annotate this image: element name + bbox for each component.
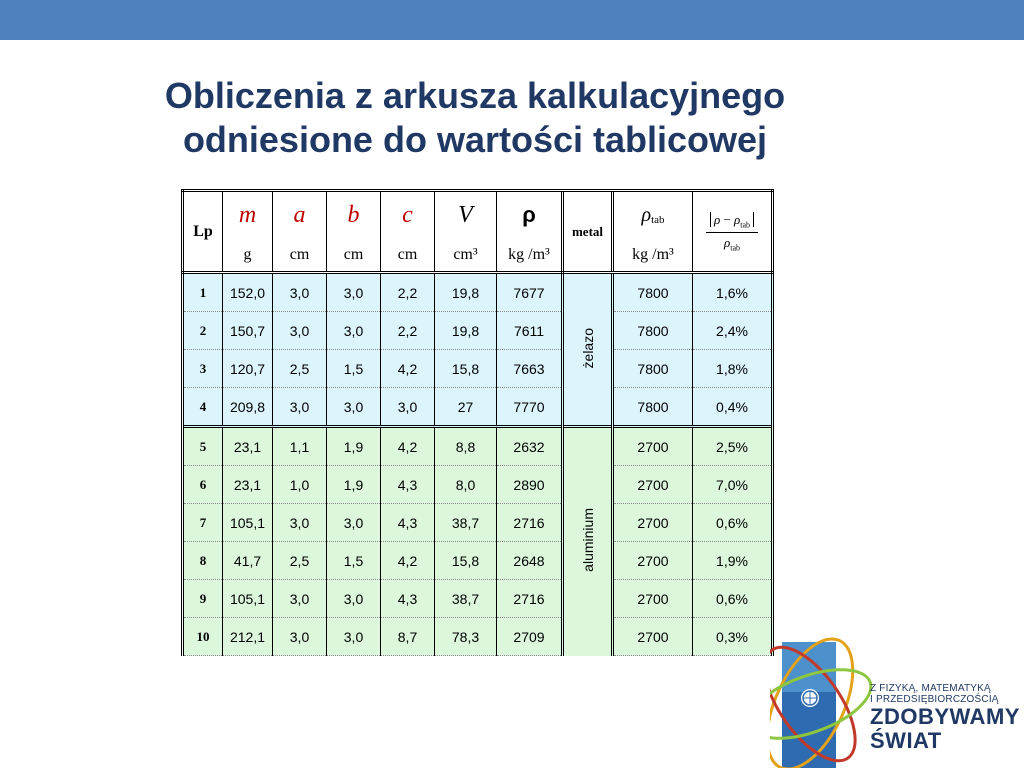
top-bar xyxy=(0,0,1024,40)
cell-rel: 1,8% xyxy=(693,350,773,388)
cell-rel: 2,4% xyxy=(693,312,773,350)
cell-m: 152,0 xyxy=(223,273,273,312)
logo-line-2: I PRZEDSIĘBIORCZOŚCIĄ xyxy=(870,694,999,705)
cell-V: 38,7 xyxy=(435,504,497,542)
logo-text xyxy=(870,683,1020,753)
cell-rho: 2890 xyxy=(497,466,563,504)
table-row xyxy=(183,542,773,580)
title-line-2: odniesione do wartości tablicowej xyxy=(182,119,768,160)
cell-lp: 7 xyxy=(183,504,223,542)
cell-rel: 0,4% xyxy=(693,388,773,427)
cell-V: 8,8 xyxy=(435,427,497,466)
cell-rho: 2648 xyxy=(497,542,563,580)
cell-rho: 7770 xyxy=(497,388,563,427)
cell-a: 3,0 xyxy=(273,618,327,656)
cell-V: 8,0 xyxy=(435,466,497,504)
cell-m: 209,8 xyxy=(223,388,273,427)
cell-m: 105,1 xyxy=(223,504,273,542)
cell-a: 2,5 xyxy=(273,350,327,388)
cell-V: 38,7 xyxy=(435,580,497,618)
cell-c: 4,2 xyxy=(381,350,435,388)
cell-rho-tab: 7800 xyxy=(613,312,693,350)
cell-c: 4,3 xyxy=(381,466,435,504)
unit-rho: kg /m³ xyxy=(497,238,563,273)
cell-V: 19,8 xyxy=(435,273,497,312)
cell-c: 8,7 xyxy=(381,618,435,656)
unit-b: cm xyxy=(327,238,381,273)
cell-a: 2,5 xyxy=(273,542,327,580)
cell-rho: 2709 xyxy=(497,618,563,656)
table-row xyxy=(183,466,773,504)
cell-b: 1,9 xyxy=(327,466,381,504)
cell-rho-tab: 2700 xyxy=(613,580,693,618)
cell-lp: 1 xyxy=(183,273,223,312)
cell-lp: 4 xyxy=(183,388,223,427)
cell-rho-tab: 7800 xyxy=(613,273,693,312)
header-metal: metal xyxy=(563,191,613,273)
units-row xyxy=(183,238,773,273)
cell-b: 3,0 xyxy=(327,580,381,618)
group-iron: żelazo xyxy=(563,273,613,427)
cell-m: 105,1 xyxy=(223,580,273,618)
cell-c: 4,2 xyxy=(381,427,435,466)
cell-rho: 7611 xyxy=(497,312,563,350)
cell-V: 27 xyxy=(435,388,497,427)
table-row xyxy=(183,312,773,350)
header-row xyxy=(183,191,773,239)
cell-rho: 2632 xyxy=(497,427,563,466)
cell-c: 3,0 xyxy=(381,388,435,427)
cell-m: 150,7 xyxy=(223,312,273,350)
cell-b: 1,5 xyxy=(327,350,381,388)
cell-a: 3,0 xyxy=(273,580,327,618)
cell-V: 78,3 xyxy=(435,618,497,656)
density-table xyxy=(181,189,774,656)
cell-m: 212,1 xyxy=(223,618,273,656)
cell-rel: 0,6% xyxy=(693,580,773,618)
cell-V: 19,8 xyxy=(435,312,497,350)
cell-rel: 0,3% xyxy=(693,618,773,656)
cell-rho-tab: 7800 xyxy=(613,350,693,388)
cell-rho-tab: 2700 xyxy=(613,618,693,656)
logo-line-1: Z FIZYKĄ, MATEMATYKĄ xyxy=(870,683,991,694)
cell-m: 23,1 xyxy=(223,427,273,466)
table-row xyxy=(183,388,773,427)
cell-c: 2,2 xyxy=(381,312,435,350)
table-row xyxy=(183,618,773,656)
unit-m: g xyxy=(223,238,273,273)
cell-V: 15,8 xyxy=(435,542,497,580)
cell-b: 3,0 xyxy=(327,273,381,312)
header-m: m xyxy=(223,191,273,239)
cell-b: 3,0 xyxy=(327,388,381,427)
cell-lp: 10 xyxy=(183,618,223,656)
cell-c: 4,2 xyxy=(381,542,435,580)
cell-rho-tab: 2700 xyxy=(613,542,693,580)
cell-rho: 7663 xyxy=(497,350,563,388)
cell-b: 3,0 xyxy=(327,618,381,656)
cell-rel: 1,9% xyxy=(693,542,773,580)
unit-V: cm³ xyxy=(435,238,497,273)
table-row xyxy=(183,350,773,388)
cell-rho-tab: 2700 xyxy=(613,504,693,542)
header-b: b xyxy=(327,191,381,239)
header-V: V xyxy=(435,191,497,239)
cell-lp: 5 xyxy=(183,427,223,466)
table-row xyxy=(183,504,773,542)
cell-rel: 2,5% xyxy=(693,427,773,466)
cell-rho: 2716 xyxy=(497,504,563,542)
cell-m: 23,1 xyxy=(223,466,273,504)
header-lp: Lp xyxy=(183,191,223,273)
header-c: c xyxy=(381,191,435,239)
cell-b: 3,0 xyxy=(327,504,381,542)
logo-line-4: ŚWIAT xyxy=(870,728,942,753)
cell-c: 2,2 xyxy=(381,273,435,312)
cell-lp: 2 xyxy=(183,312,223,350)
logo-line-3: ZDOBYWAMY xyxy=(870,704,1020,729)
cell-a: 1,0 xyxy=(273,466,327,504)
cell-a: 1,1 xyxy=(273,427,327,466)
cell-lp: 8 xyxy=(183,542,223,580)
unit-rho-tab: kg /m³ xyxy=(613,238,693,273)
cell-rho: 2716 xyxy=(497,580,563,618)
cell-b: 3,0 xyxy=(327,312,381,350)
cell-m: 41,7 xyxy=(223,542,273,580)
cell-rel: 0,6% xyxy=(693,504,773,542)
unit-a: cm xyxy=(273,238,327,273)
cell-lp: 3 xyxy=(183,350,223,388)
cell-b: 1,9 xyxy=(327,427,381,466)
title-line-1: Obliczenia z arkusza kalkulacyjnego xyxy=(164,75,786,116)
cell-a: 3,0 xyxy=(273,312,327,350)
slide-title xyxy=(0,74,950,162)
cell-rho-tab: 7800 xyxy=(613,388,693,427)
cell-rho: 7677 xyxy=(497,273,563,312)
cell-rel: 7,0% xyxy=(693,466,773,504)
cell-b: 1,5 xyxy=(327,542,381,580)
cell-rho-tab: 2700 xyxy=(613,466,693,504)
table-row xyxy=(183,273,773,312)
group-aluminium: aluminium xyxy=(563,427,613,656)
cell-a: 3,0 xyxy=(273,504,327,542)
cell-rel: 1,6% xyxy=(693,273,773,312)
table-row xyxy=(183,427,773,466)
cell-rho-tab: 2700 xyxy=(613,427,693,466)
header-rho: ρ xyxy=(497,191,563,239)
table-row xyxy=(183,580,773,618)
cell-a: 3,0 xyxy=(273,273,327,312)
cell-lp: 6 xyxy=(183,466,223,504)
header-rho-tab: $\rho_{tab}$ xyxy=(613,191,693,239)
cell-c: 4,3 xyxy=(381,504,435,542)
cell-a: 3,0 xyxy=(273,388,327,427)
unit-c: cm xyxy=(381,238,435,273)
header-relative-error: $\frac{\rho - \rho_{tab}}{\rho_{tab}}$ xyxy=(693,191,773,273)
cell-m: 120,7 xyxy=(223,350,273,388)
cell-V: 15,8 xyxy=(435,350,497,388)
header-a: a xyxy=(273,191,327,239)
cell-c: 4,3 xyxy=(381,580,435,618)
cell-lp: 9 xyxy=(183,580,223,618)
